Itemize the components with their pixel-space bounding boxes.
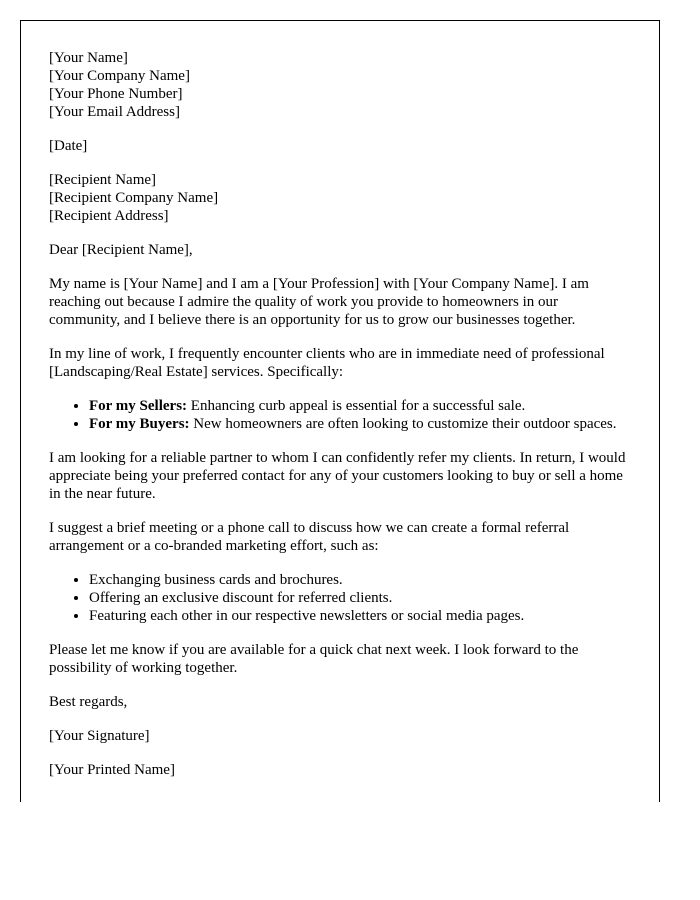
recipient-address: [Recipient Address]: [49, 208, 169, 224]
ideas-list: [49, 571, 631, 625]
recipient-name: [Recipient Name]: [49, 172, 157, 188]
list-item-text: Enhancing curb appeal is essential for a successful sale.: [187, 398, 526, 414]
letter-date: [Date]: [49, 138, 88, 154]
meeting-paragraph: I suggest a brief meeting or a phone call to discuss how we can create a formal referral arrangement or a co-branded marketing effort, such as:: [49, 520, 570, 554]
list-item: • Exchanging business cards and brochures.: [89, 571, 631, 589]
list-item-label: For my Buyers:: [89, 416, 190, 432]
list-item: • Featuring each other in our respective newsletters or social media pages.: [89, 607, 631, 625]
intro-paragraph: My name is [Your Name] and I am a [Your Profession] with [Your Company Name]. I am reaching out because I admire the quality of work you provide to homeowners in our community, and I believe there is an opportunity for us to grow our businesses together.: [49, 276, 589, 328]
recipient-block: [49, 171, 631, 225]
letter-page: [20, 20, 660, 802]
list-item: [89, 397, 631, 415]
closing: Best regards,: [49, 694, 128, 710]
sender-phone: [Your Phone Number]: [49, 86, 183, 102]
sender-company: [Your Company Name]: [49, 68, 190, 84]
client-list: [49, 397, 631, 433]
sender-name: [Your Name]: [49, 50, 128, 66]
list-item: [89, 415, 631, 433]
sender-block: [49, 49, 631, 121]
list-item-text: New homeowners are often looking to customize their outdoor spaces.: [189, 416, 617, 432]
printed-name: [Your Printed Name]: [49, 762, 175, 778]
signature: [Your Signature]: [49, 728, 150, 744]
closing-paragraph: Please let me know if you are available for a quick chat next week. I look forward to the possibility of working together.: [49, 642, 579, 676]
sender-email: [Your Email Address]: [49, 104, 180, 120]
list-item: • Offering an exclusive discount for referred clients.: [89, 589, 631, 607]
partner-paragraph: I am looking for a reliable partner to whom I can confidently refer my clients. In return, I would appreciate being your preferred contact for any of your customers looking to buy or sell a home in the near future.: [49, 450, 626, 502]
salutation: Dear [Recipient Name],: [49, 242, 193, 258]
list-item-label: For my Sellers:: [89, 398, 188, 414]
recipient-company: [Recipient Company Name]: [49, 190, 219, 206]
need-paragraph: In my line of work, I frequently encounter clients who are in immediate need of professional [Landscaping/Real Estate] services. Specifically:: [49, 346, 605, 380]
